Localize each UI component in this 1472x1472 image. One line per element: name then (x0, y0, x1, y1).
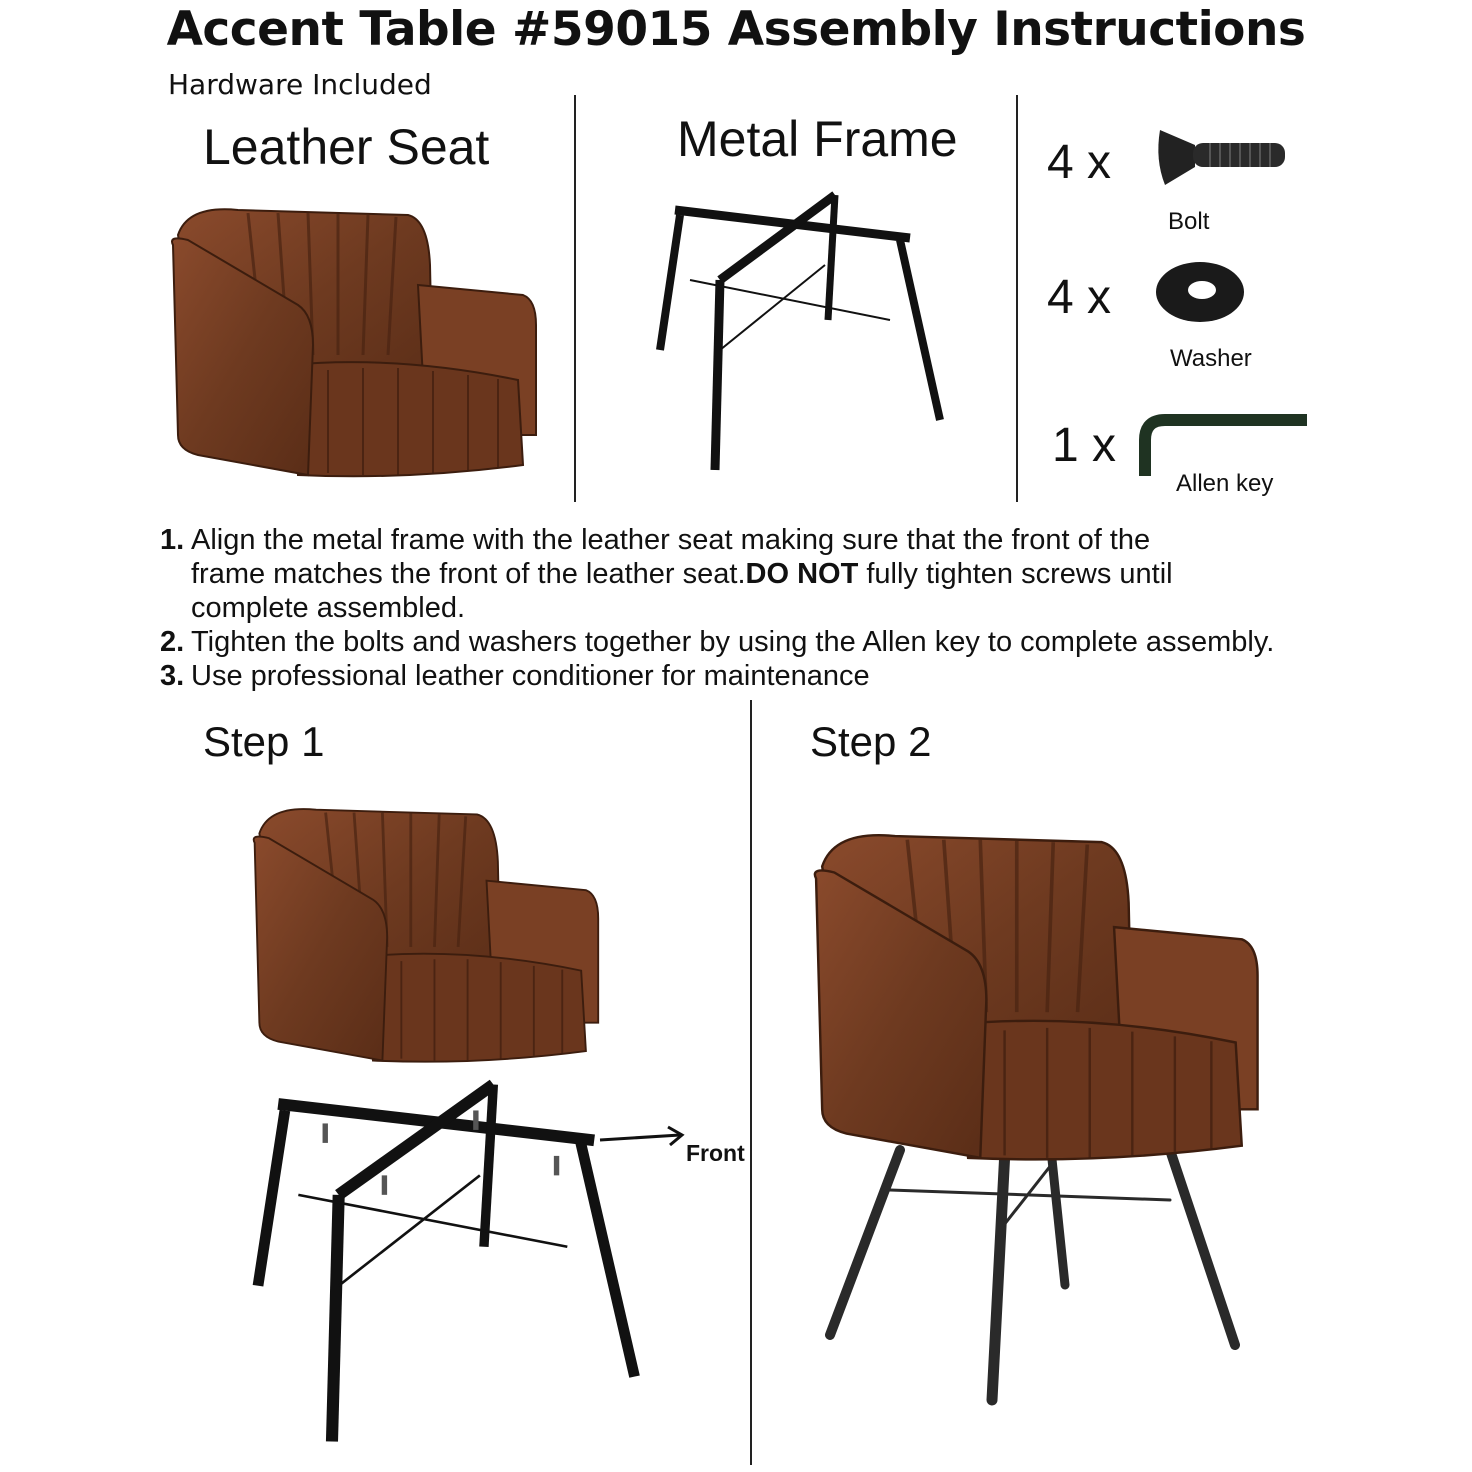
leather-seat-heading: Leather Seat (203, 119, 490, 175)
bolt-qty: 4 x (1047, 136, 1112, 189)
washer-icon (1155, 260, 1250, 325)
bolt-icon (1155, 125, 1290, 190)
metal-frame-image (660, 190, 950, 475)
instruction-text: Tighten the bolts and washers together by using the Allen key to complete assembly. (191, 626, 1275, 658)
instruction-item (160, 659, 1274, 693)
instruction-item (160, 625, 1274, 659)
instructions-list (160, 523, 1274, 693)
instruction-text-part: fully tighten screws until complete assembled. (191, 558, 1173, 624)
instruction-number: 2. (160, 626, 185, 658)
step1-heading: Step 1 (203, 718, 325, 765)
front-label: Front (686, 1140, 745, 1166)
step1-frame-image (258, 1078, 648, 1448)
front-arrow-icon (600, 1125, 690, 1155)
divider (574, 95, 576, 502)
washer-label: Washer (1170, 345, 1252, 372)
allen-key-label: Allen key (1176, 470, 1274, 497)
allen-key-qty: 1 x (1052, 419, 1117, 472)
step1-seat-image (240, 805, 610, 1070)
washer-qty: 4 x (1047, 271, 1112, 324)
step2-heading: Step 2 (810, 718, 932, 765)
step2-assembled-chair-image (810, 830, 1260, 1410)
leather-seat-image (168, 205, 538, 485)
instruction-item (160, 523, 1274, 625)
page-title: Accent Table #59015 Assembly Instructions (166, 2, 1306, 57)
instruction-number: 3. (160, 660, 185, 692)
instruction-number: 1. (160, 524, 185, 556)
bolt-label: Bolt (1168, 208, 1210, 235)
instruction-text (191, 523, 1221, 625)
metal-frame-heading: Metal Frame (677, 111, 958, 167)
hardware-heading: Hardware Included (168, 68, 432, 101)
instruction-text-part: Align the metal frame with the leather seat making sure that the front of the frame matches the front of the leather seat. (191, 524, 1151, 590)
instruction-text: Use professional leather conditioner for maintenance (191, 660, 870, 692)
divider (750, 700, 752, 1465)
do-not-warning: DO NOT (745, 558, 859, 590)
divider (1016, 95, 1018, 502)
